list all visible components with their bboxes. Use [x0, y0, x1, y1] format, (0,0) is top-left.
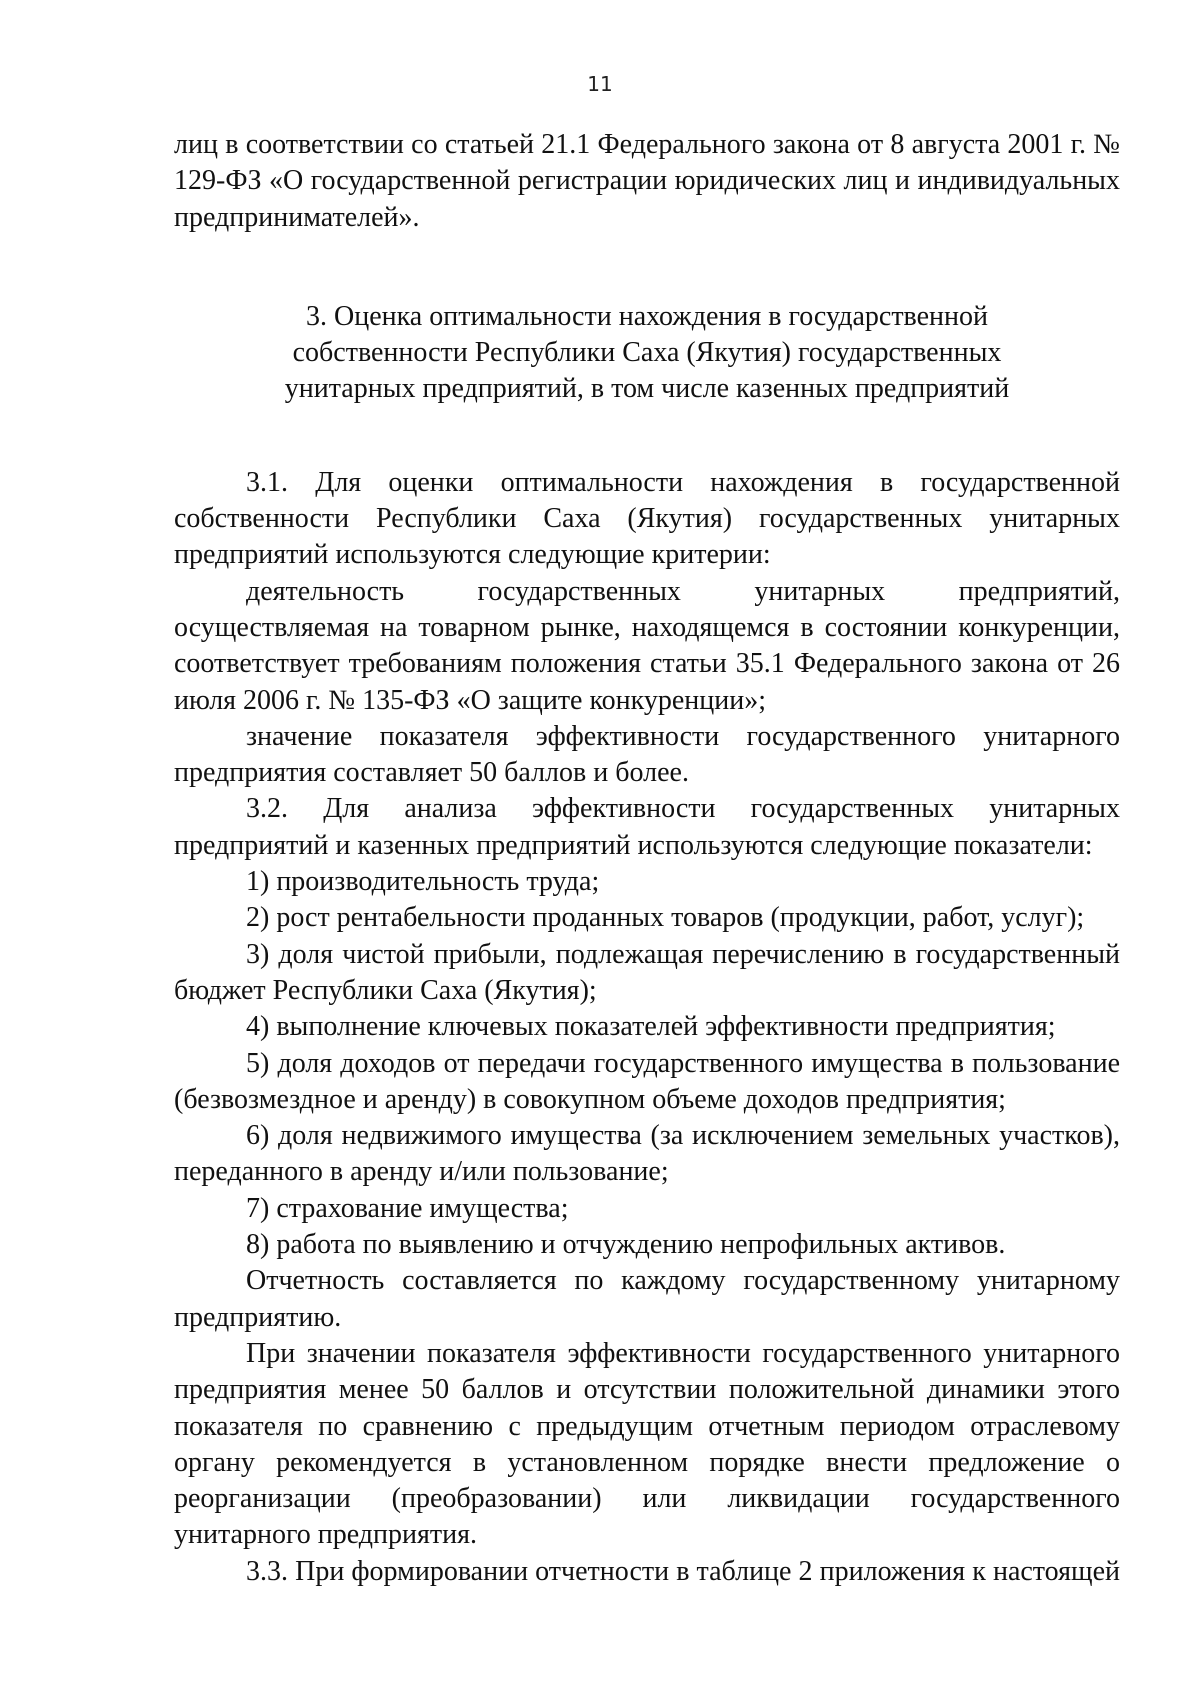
intro-paragraph: лиц в соответствии со статьей 21.1 Федерального закона от 8 августа 2001 г. № 129-ФЗ «О государственной регистрации юридических лиц и индивидуальных предпринимателей». [174, 129, 1120, 233]
indicator-item: 6) доля недвижимого имущества (за исключением земельных участков), переданного в аренду и/или пользование; [174, 1120, 1120, 1188]
indicator-item: 1) производительность труда; [246, 866, 600, 898]
paragraph-3-1: 3.1. Для оценки оптимальности нахождения в государственной собственности Республики Саха (Якутия) государственных унитарных предприятий используются следующие критерии: [174, 466, 1120, 571]
indicator-item: 2) рост рентабельности проданных товаров (продукции, работ, услуг); [246, 902, 1085, 934]
section-heading [174, 299, 1120, 408]
page-number: 11 [587, 72, 613, 96]
criterion-efficiency-score: значение показателя эффективности государственного унитарного предприятия составляет 50 баллов и более. [174, 720, 1120, 789]
indicator-item: 8) работа по выявлению и отчуждению непрофильных активов. [246, 1229, 1006, 1261]
section-heading-line-2: собственности Республики Саха (Якутия) государственных [292, 337, 1002, 369]
criterion-competition: деятельность государственных унитарных предприятий, осуществляемая на товарном рынке, находящемся в состоянии конкуренции, соответствует требованиям положения статьи 35.1 Федерального закона от 26 июля 2006 г. № 135-ФЗ «О защите конкуренции»; [174, 575, 1120, 716]
indicator-item: 3) доля чистой прибыли, подлежащая перечислению в государственный бюджет Республики Саха (Якутия); [174, 938, 1120, 1006]
low-score-paragraph: При значении показателя эффективности государственного унитарного предприятия менее 50 баллов и отсутствии положительной динамики этого показателя по сравнению с предыдущим отчетным периодом отраслевому органу рекомендуется в установленном порядке внести предложение о реорганизации (преобразовании) или ликвидации государственного унитарного предприятия. [174, 1337, 1120, 1551]
indicator-item: 7) страхование имущества; [246, 1192, 569, 1224]
paragraph-3-2: 3.2. Для анализа эффективности государственных унитарных предприятий и казенных предприятий используются следующие показатели: [174, 793, 1120, 861]
document-body [174, 127, 1120, 1590]
section-heading-line-3: унитарных предприятий, в том числе казенных предприятий [284, 373, 1010, 405]
indicator-item: 5) доля доходов от передачи государственного имущества в пользование (безвозмездное и аренду) в совокупном объеме доходов предприятия; [174, 1047, 1120, 1115]
paragraph-3-3: 3.3. При формировании отчетности в таблице 2 приложения к настоящей [246, 1555, 1120, 1587]
reporting-paragraph: Отчетность составляется по каждому государственному унитарному предприятию. [174, 1265, 1120, 1333]
section-heading-line-1: 3. Оценка оптимальности нахождения в государственной [306, 300, 988, 332]
indicator-item: 4) выполнение ключевых показателей эффективности предприятия; [246, 1011, 1056, 1043]
